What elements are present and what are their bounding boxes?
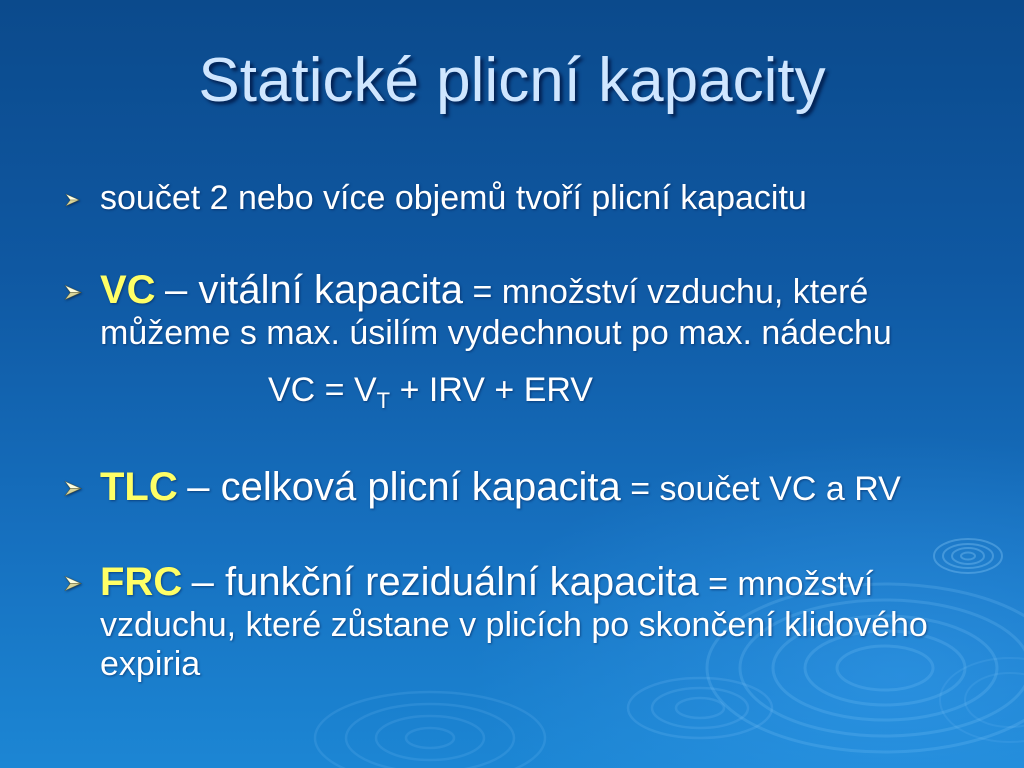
- term-abbreviation: FRC: [100, 560, 183, 604]
- term-abbreviation: VC: [100, 268, 156, 312]
- bullet-line: [100, 467, 901, 509]
- bullet-line: [100, 562, 873, 604]
- formula-subscript: T: [376, 388, 391, 413]
- bullet-line: [100, 270, 868, 312]
- arrowhead-bullet-icon: [64, 480, 82, 497]
- arrowhead-bullet-icon: [64, 575, 82, 592]
- vc-formula: [268, 370, 593, 413]
- slide-title: Statické plicní kapacity: [198, 46, 826, 115]
- formula-rhs: + IRV + ERV: [399, 371, 593, 409]
- term-definition: = množství vzduchu, které: [472, 273, 869, 311]
- term-definition-continued: můžeme s max. úsilím vydechnout po max. nádechu: [100, 314, 892, 352]
- term-definition-continued: vzduchu, které zůstane v plicích po skončení klidového: [100, 606, 928, 644]
- term-abbreviation: TLC: [100, 465, 178, 509]
- term-definition: = množství: [708, 565, 874, 603]
- bullet-text: součet 2 nebo více objemů tvoří plicní kapacitu: [100, 179, 807, 217]
- term-name: – vitální kapacita: [165, 268, 463, 312]
- term-definition-continued: expiria: [100, 645, 201, 683]
- term-name: – celková plicní kapacita: [187, 465, 621, 509]
- term-name: – funkční reziduální kapacita: [191, 560, 699, 604]
- term-definition: = součet VC a RV: [630, 470, 901, 508]
- arrowhead-bullet-icon: [64, 284, 82, 301]
- arrowhead-bullet-icon: [65, 193, 80, 207]
- formula-lhs: VC = V: [268, 371, 377, 409]
